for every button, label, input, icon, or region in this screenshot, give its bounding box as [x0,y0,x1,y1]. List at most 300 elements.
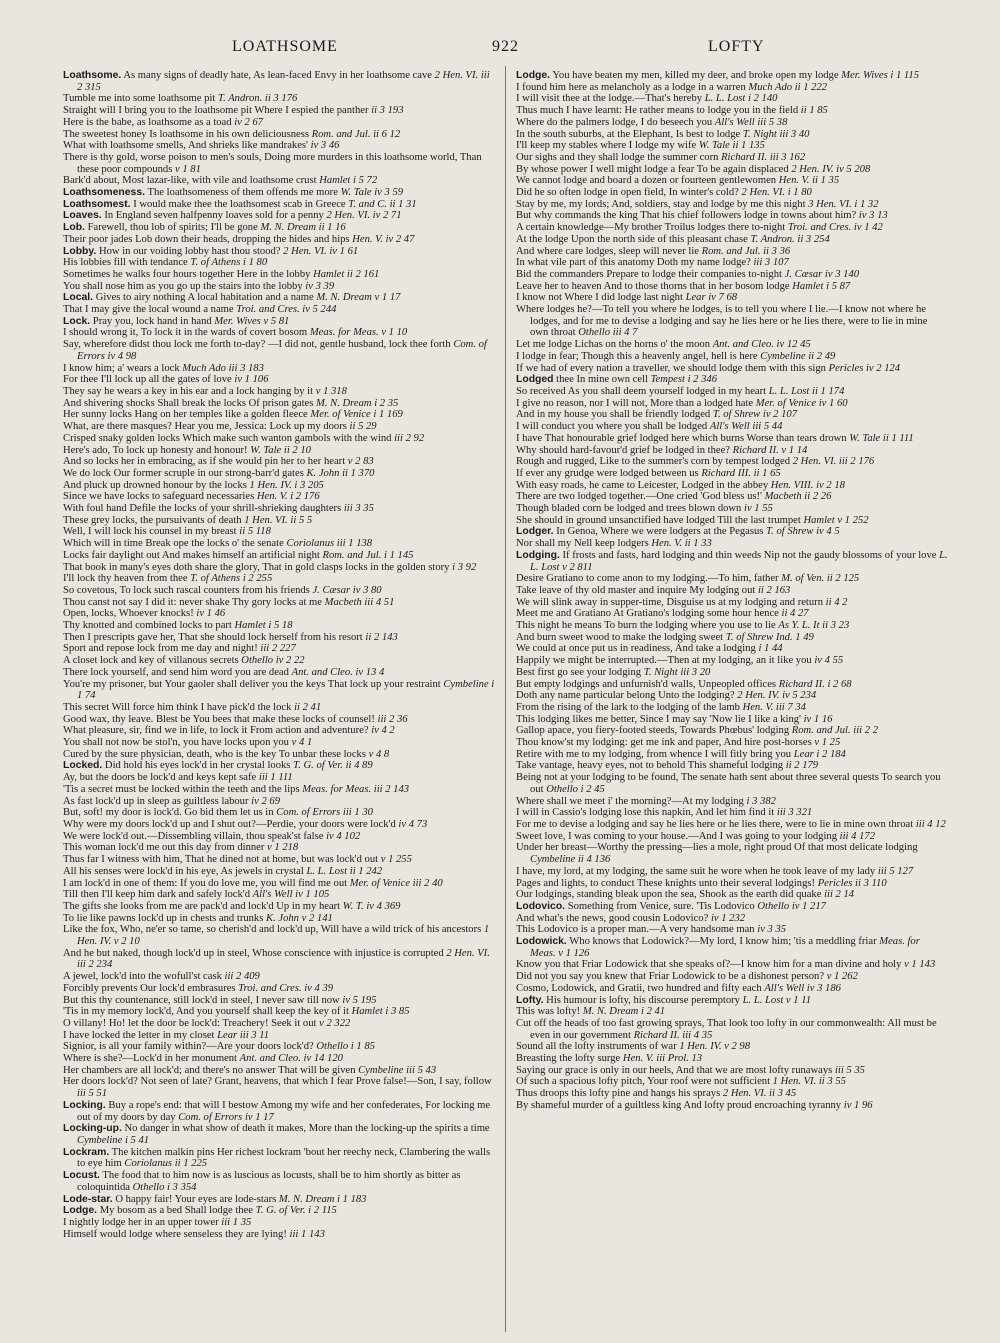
entry-quotation: But, soft! my door is lock'd. Go bid them let us in [63,807,274,819]
entry-quotation: Best first go see your lodging [516,666,642,678]
entry-citation: iv 4 102 [326,830,361,842]
entry-citation: Richard II. iii 4 35 [633,1029,713,1041]
concordance-entry [63,1123,495,1146]
concordance-entry [516,983,948,995]
entry-citation: Lear iii 3 11 [217,1029,270,1041]
entry-headword: Loathsome. [63,70,122,81]
concordance-entry [63,655,495,667]
entry-quotation: Sport and repose lock from me day and night! [63,643,258,655]
entry-quotation: What with loathsome smells, And shrieks like mandrakes' [63,140,308,152]
entry-citation: L. L. Lost v 2 811 [530,549,948,573]
concordance-entry [63,117,495,129]
entry-citation: Hamlet ii 2 161 [313,268,380,280]
entry-quotation: I will in Cassio's lodging lose this napkin, And let him find it [516,807,775,819]
concordance-entry [63,468,495,480]
entry-headword: Locked. [63,760,103,772]
concordance-entry [63,1217,495,1229]
entry-quotation: That I may give the local wound a name [63,304,234,316]
entry-quotation: Here is the babe, as loathsome as a toad [63,116,232,128]
entry-quotation: Which will in time Break ope the locks o' the senate [63,538,284,550]
concordance-entry [516,679,948,691]
entry-quotation: Open, locks, Whoever knocks! [63,608,194,620]
entry-citation: T. Andron. ii 3 176 [218,93,298,105]
concordance-entry [63,269,495,281]
concordance-entry [63,210,495,222]
entry-quotation: 'Tis a secret must be locked within the teeth and the lips [63,783,300,795]
entry-citation: M. N. Dream ii 1 16 [260,222,346,234]
entry-quotation: I know him; a' wears a lock [63,362,180,374]
entry-headword: Lodovico. [516,900,566,912]
concordance-entry [63,714,495,726]
concordance-entry [63,702,495,714]
entry-quotation: This secret Will force him think I have pick'd the lock [63,701,292,713]
entry-citation: iv 1 96 [843,1099,873,1111]
entry-quotation: Bid the commanders Prepare to lodge their companies to-night [516,268,782,280]
entry-quotation: Where lodges he?—To tell you where he lodges, is to tell you where I lie.—I know not where he lodges, and for me to devise a lodging and say he lies here or he lies there, were to lie in mine own throat [516,304,928,339]
entry-quotation: Take leave of thy old master and inquire My lodging out [516,584,756,596]
concordance-entry [516,257,948,269]
entry-quotation: From the rising of the lark to the lodging of the lamb [516,701,740,713]
entry-citation: M. N. Dream i 2 35 [316,397,399,409]
entry-quotation: Retire with me to my lodging, from whence I will fitly bring you [516,748,792,760]
concordance-entry [516,339,948,351]
entry-quotation: Breasting the lofty surge [516,1053,621,1065]
entry-quotation: My bosom as a bed Shall lodge thee [99,1205,254,1217]
concordance-entry [516,632,948,644]
entry-quotation: Who knows that Lodowick?—My lord, I know him; 'tis a meddling friar [569,936,877,948]
entry-citation: iii 2 227 [260,643,296,655]
concordance-entry [63,538,495,550]
concordance-entry [63,983,495,995]
entry-citation: iv 4 73 [398,819,428,830]
entry-quotation: The gifts she looks from me are pack'd and lock'd Up in my heart [63,900,341,912]
concordance-entry [63,608,495,620]
entry-quotation: The kitchen malkin pins Her richest lockram 'bout her reechy neck, Clambering the walls to eye him [77,1146,491,1170]
concordance-entry [516,550,948,573]
entry-citation: Hen. V. iii 7 34 [742,701,806,713]
entry-citation: 2 Hen. VI. ii 3 45 [722,1088,797,1100]
entry-quotation: Straight will I bring you to the loathsome pit Where I espied the panther [63,105,369,117]
entry-citation: Hamlet i 5 87 [792,280,851,292]
concordance-entry [63,971,495,983]
concordance-entry [516,667,948,679]
entry-citation: ii 4 2 [825,596,848,608]
entry-citation: 2 Hen. VI. iii 2 315 [77,70,490,93]
concordance-entry [516,971,948,983]
concordance-entry [63,1194,495,1206]
entry-quotation: By whose power I well might lodge a fear To be again displaced [516,163,789,175]
entry-headword: Lodger. [516,526,554,538]
concordance-entry [516,1100,948,1112]
concordance-entry [63,386,495,398]
entry-quotation: Cut off the heads of too fast growing sprays, That look too lofty in our commonwealth: All must be even in our government [516,1017,937,1041]
entry-citation: v 1 81 [175,163,201,175]
concordance-entry [63,374,495,386]
entry-citation: Othello i 2 45 [546,783,605,795]
entry-quotation: We will slink away in supper-time, Disguise us at my lodging and return [516,596,823,608]
entry-citation: W. Tale iv 3 59 [340,187,404,199]
entry-citation: iv 2 69 [251,795,281,807]
concordance-entry [63,526,495,538]
concordance-entry [516,152,948,164]
entry-headword: Loathsomest. [63,198,131,210]
entry-citation: T. G. of Ver. ii 4 89 [293,760,373,772]
entry-citation: iii 5 127 [877,865,914,877]
entry-citation: Lear iv 7 68 [685,292,738,304]
entry-quotation: This woman lock'd me out this day from dinner [63,842,265,854]
entry-citation: T. of Athens i 2 255 [190,573,273,585]
concordance-entry [516,480,948,492]
concordance-entry [516,269,948,281]
entry-citation: v 1 262 [826,971,858,983]
entry-citation: Tempest i 2 346 [650,374,718,386]
concordance-entry [516,796,948,808]
concordance-entry [516,363,948,375]
entry-citation: iii 1 143 [289,1228,325,1240]
entry-quotation: Well, I will lock his counsel in my breast [63,526,237,538]
entry-quotation: In what vile part of this anatomy Doth my name lodge? [516,257,751,269]
entry-citation: 2 Hen. VI. iii 2 176 [792,456,875,468]
entry-quotation: Her doors lock'd? Not seen of late? Grant, heavens, that which I fear Prove false!—Son, I say, follow [63,1076,492,1088]
entry-quotation: You shall nose him as you go up the stairs into the lobby [63,280,303,292]
entry-quotation: They say he wears a key in his ear and a lock hanging by it [63,385,314,397]
entry-citation: Com. of Errors iv 4 98 [77,339,487,362]
entry-quotation: For thee I'll lock up all the gates of love [63,374,232,386]
entry-quotation: Something from Venice, sure. 'Tis Lodovico [567,900,755,912]
entry-citation: iii 1 35 [221,1216,252,1228]
entry-citation: iii 2 36 [377,713,408,725]
entry-citation: Hen. V. ii 1 33 [651,538,712,550]
entry-citation: v 1 255 [380,854,412,866]
entry-quotation: thee In mine own cell [556,374,648,386]
entry-quotation: Locks fair daylight out And makes himself an artificial night [63,549,320,561]
concordance-entry [63,995,495,1007]
entry-quotation: I'll lock thy heaven from thee [63,573,188,585]
entry-quotation: Pray you, lock hand in hand [92,315,212,327]
entry-quotation: You're my prisoner, but Your gaoler shall deliver you the keys That lock up your restraint [63,678,441,690]
entry-quotation: As many signs of deadly hate, As lean-faced Envy in her loathsome cave [123,70,432,81]
concordance-entry [63,421,495,433]
entry-quotation: For me to devise a lodging and say he lies here or he lies there, were to lie in mine own throat [516,819,914,830]
entry-quotation: I will conduct you where you shall be lodged [516,421,708,433]
entry-citation: Coriolanus ii 1 225 [124,1158,208,1170]
concordance-entry [63,924,495,947]
concordance-entry [63,515,495,527]
entry-citation: Com. of Errors iii 1 30 [276,807,373,819]
entry-quotation: Thou know'st my lodging: get me ink and paper, And hire post-horses [516,737,812,749]
concordance-entry [63,1030,495,1042]
entry-quotation: I should wrong it, To lock it in the wards of covert bosom [63,327,308,339]
entry-quotation: How in our voiding lobby hast thou stood? [98,245,281,257]
entry-citation: L. L. Lost ii 1 174 [768,385,845,397]
entry-quotation: But this thy countenance, still lock'd in steel, I never saw till now [63,994,340,1006]
entry-quotation: With easy roads, he came to Leicester, Lodged in the abbey [516,479,769,491]
concordance-entry [63,550,495,562]
concordance-entry [516,620,948,632]
entry-quotation: Her chambers are all lock'd; and there's no answer That will be given [63,1064,356,1076]
entry-citation: M. N. Dream i 1 183 [278,1193,367,1205]
entry-citation: Hamlet v 1 252 [803,514,869,526]
entry-quotation: Gives to airy nothing A local habitation and a name [95,292,314,304]
entry-quotation: His humour is lofty, his discourse peremptory [546,994,740,1006]
concordance-entry [63,760,495,772]
entry-citation: Othello iv 1 217 [757,900,826,912]
concordance-entry [63,842,495,854]
concordance-entry [63,246,495,258]
entry-quotation: In the south suburbs, at the Elephant, Is best to lodge [516,128,741,140]
entry-quotation: If frosts and fasts, hard lodging and thin weeds Nip not the gaudy blossoms of your love [562,549,937,561]
entry-citation: 2 Hen. VI. iv 1 61 [283,245,359,257]
concordance-entry [63,573,495,585]
concordance-entry [516,421,948,433]
entry-citation: Macbeth ii 2 26 [764,491,832,503]
entry-quotation: Doth any name particular belong Unto the lodging? [516,690,735,702]
entry-quotation: Let me lodge Lichas on the horns o' the moon [516,339,711,351]
entry-citation: iv 1 232 [710,912,746,924]
concordance-entry [63,398,495,410]
entry-citation: Troi. and Cres. iv 4 39 [238,982,334,994]
entry-citation: T. of Shrew Ind. 1 49 [725,631,814,643]
entry-citation: Richard II. iii 3 162 [721,151,806,163]
entry-citation: iv 1 106 [234,374,269,386]
entry-quotation: Rough and rugged, Like to the summer's corn by tempest lodged [516,456,791,468]
concordance-entry [516,749,948,761]
entry-citation: Cymbeline ii 4 136 [530,854,611,866]
concordance-entry [63,339,495,362]
entry-quotation: Buy a rope's end: that will I bestow Among my wife and her confederates, For locking me out of my doors by day [77,1099,491,1123]
entry-citation: iii 2 14 [824,889,855,901]
entry-quotation: I give no reason, nor I will not, More than a lodged hate [516,397,754,409]
entry-citation: Rom. and Jul. ii 3 36 [701,245,791,257]
entry-citation: Othello iv 2 22 [241,655,305,667]
concordance-entry [516,199,948,211]
entry-quotation: Desire Gratiano to come anon to my lodging.—To him, father [516,573,779,585]
concordance-entry [63,819,495,831]
column-divider [505,66,506,1332]
entry-citation: Mer. Wives v 5 81 [214,315,290,327]
entry-quotation: As fast lock'd up in sleep as guiltless labour [63,795,249,807]
entry-quotation: Ay, but the doors be lock'd and keys kept safe [63,772,257,784]
entry-citation: 2 Hen. IV. iv 5 234 [737,690,817,702]
entry-quotation: Thus much I have learnt: He rather means to lodge you in the field [516,105,799,117]
entry-citation: T. Andron. ii 3 254 [750,233,830,245]
concordance-entry [516,445,948,457]
entry-citation: W. Tale ii 1 135 [698,140,765,152]
entry-citation: W. Tale ii 1 111 [849,432,914,444]
entry-quotation: Know you that Friar Lodowick that she speaks of?—I know him for a man divine and holy [516,959,902,971]
entry-citation: All's Well iv 3 186 [764,982,841,994]
concordance-entry [516,889,948,901]
concordance-entry [516,164,948,176]
entry-citation: Cymbeline i 5 41 [77,1134,150,1146]
concordance-entry [63,1018,495,1030]
entry-citation: Othello i 3 354 [132,1181,197,1193]
entry-quotation: There is thy gold, worse poison to men's souls, Doing more murders in this loathsome world, Than these poor compounds [63,151,482,175]
concordance-entry [516,714,948,726]
entry-citation: Mer. of Venice iii 2 40 [349,877,443,889]
entry-citation: Meas. for Meas. iii 2 143 [302,783,410,795]
entry-citation: iv 3 13 [858,210,888,222]
entry-citation: iv 2 67 [234,116,264,128]
entry-citation: T. of Shrew iv 4 5 [766,526,840,538]
concordance-entry [516,842,948,865]
entry-citation: Hen. VIII. iv 2 18 [770,479,845,491]
concordance-entry [63,562,495,574]
entry-quotation: What pleasure, sir, find we in life, to lock it From action and adventure? [63,725,369,737]
entry-citation: M. N. Dream v 1 17 [316,292,401,304]
entry-headword: Loaves. [63,210,102,222]
concordance-entry [63,737,495,749]
concordance-entry [63,1147,495,1170]
entry-citation: iii 3 107 [753,257,789,269]
entry-quotation: But empty lodgings and unfurnish'd walls, Unpeopled offices [516,678,777,690]
concordance-entry [516,1041,948,1053]
entry-citation: iii 3 321 [776,807,813,819]
concordance-entry [516,515,948,527]
entry-citation: 2 Hen. IV. iv 5 208 [791,163,871,175]
entry-citation: Macbeth iii 4 51 [324,596,395,608]
entry-quotation: She should in ground unsanctified have lodged Till the last trumpet [516,514,801,526]
concordance-entry [516,409,948,421]
concordance-entry [516,995,948,1007]
entry-quotation: I am lock'd in one of them: If you do love me, you will find me out [63,877,348,889]
entry-quotation: Our lodgings, standing bleak upon the sea, Shook as the earth did quake [516,889,822,901]
concordance-entry [516,117,948,129]
entry-quotation: All his senses were lock'd in his eye, As jewels in crystal [63,865,304,877]
entry-quotation: Crisped snaky golden locks Which make such wanton gambols with the wind [63,432,392,444]
entry-headword: Lode-star. [63,1193,113,1205]
entry-quotation: With foul hand Defile the locks of your shrill-shrieking daughters [63,503,342,515]
left-column [63,70,495,1332]
entry-headword: Local. [63,292,94,304]
entry-citation: Com. of Errors iv 1 17 [178,1111,274,1123]
concordance-entry [516,959,948,971]
entry-headword: Lock. [63,315,91,327]
concordance-entry [63,585,495,597]
concordance-entry [63,948,495,971]
entry-quotation: And in my house you shall be friendly lodged [516,409,711,421]
entry-quotation: Till then I'll keep him dark and safely lock'd [63,889,251,901]
entry-quotation: But why commands the king That his chief followers lodge in towns about him? [516,210,857,222]
entry-quotation: Sound all the lofty instruments of war [516,1041,677,1053]
right-column [516,70,948,1332]
entry-headword: Locking. [63,1099,106,1111]
entry-quotation: I have That honourable grief lodged here which burns Worse than tears drown [516,432,847,444]
concordance-entry [63,1170,495,1193]
entry-citation: ii 5 118 [239,526,271,538]
entry-citation: L. L. Lost ii 1 242 [306,865,383,877]
entry-headword: Lodged [516,374,554,386]
concordance-entry [516,105,948,117]
entry-citation: Coriolanus iii 1 138 [286,538,373,550]
entry-citation: ii 2 179 [785,760,819,772]
entry-quotation: And so locks her in embracing, as if she would pin her to her heart [63,456,346,468]
entry-quotation: We were lock'd out.—Dissembling villain, thou speak'st false [63,830,324,842]
entry-citation: v 1 318 [315,385,347,397]
entry-quotation: O happy fair! Your eyes are lode-stars [115,1193,277,1205]
entry-citation: Richard III. ii 1 65 [701,467,781,479]
concordance-entry [516,913,948,925]
entry-citation: M. of Ven. ii 2 125 [781,573,860,585]
entry-quotation: Did hold his eyes lock'd in her crystal looks [104,760,291,772]
concordance-entry [63,1006,495,1018]
entry-citation: Hamlet i 5 72 [319,175,378,187]
entry-quotation: Thus far I witness with him, That he dined not at home, but was lock'd out [63,854,379,866]
entry-quotation: Under her breast—Worthy the pressing—lies a mole, right proud Of that most delicate lodging [516,842,918,854]
entry-quotation: Saying our grace is only in our heels, And that we are most lofty runaways [516,1064,833,1076]
entry-citation: ii 4 27 [781,608,809,620]
concordance-entry [516,351,948,363]
entry-quotation: In Genoa, Where we were lodgers at the Pegasus [556,526,764,538]
concordance-entry [516,187,948,199]
entry-citation: Hamlet i 5 18 [234,620,293,632]
concordance-entry [516,760,948,772]
entry-quotation: The loathsomeness of them offends me more [147,187,338,199]
entry-citation: iii 3 35 [343,503,374,515]
entry-quotation: You have beaten my men, killed my deer, and broke open my lodge [552,70,839,81]
entry-citation: ii 5 29 [349,421,377,433]
entry-citation: Cymbeline iii 5 43 [358,1064,437,1076]
entry-citation: Pericles ii 3 110 [817,877,887,889]
entry-citation: 2 Hen. VI. iii 2 234 [77,947,490,971]
entry-citation: Troi. and Cres. iv 1 42 [787,222,883,234]
entry-quotation: Bark'd about, Most lazar-like, with vile and loathsome crust [63,175,317,187]
entry-quotation: Himself would lodge where senseless they are lying! [63,1228,287,1240]
concordance-entry [63,1041,495,1053]
entry-quotation: O villany! Ho! let the door be lock'd: Treachery! Seek it out [63,1017,317,1029]
concordance-entry [516,831,948,843]
entry-quotation: A closet lock and key of villanous secrets [63,655,239,667]
concordance-entry [63,796,495,808]
entry-citation: Pericles iv 2 124 [828,362,901,374]
entry-quotation: Why were my doors lock'd up and I shut out?—Perdie, your doors were lock'd [63,819,396,830]
entry-quotation: And where care lodges, sleep will never lie [516,245,699,257]
entry-quotation: Thus droops this lofty pine and hangs his sprays [516,1088,721,1100]
entry-quotation: Tumble me into some loathsome pit [63,93,216,105]
entry-citation: ii 2 41 [294,701,322,713]
concordance-entry [63,281,495,293]
entry-quotation: Gallop apace, you fiery-footed steeds, Towards Phœbus' lodging [516,725,790,737]
entry-citation: ii 2 163 [757,584,791,596]
concordance-entry [516,1018,948,1041]
concordance-entry [516,175,948,187]
concordance-entry [516,374,948,386]
concordance-entry [63,327,495,339]
entry-quotation: Forcibly prevents Our lock'd embrasures [63,982,236,994]
entry-citation: Cymbeline ii 2 49 [760,350,836,362]
entry-quotation: Farewell, thou lob of spirits; I'll be gone [87,222,258,234]
concordance-entry [63,105,495,117]
concordance-entry [63,866,495,878]
entry-citation: iv 4 2 [371,725,395,737]
concordance-entry [63,878,495,890]
entry-headword: Lodge. [63,1205,98,1217]
concordance-entry [516,819,948,831]
entry-quotation: The food that to him now is as luscious as locusts, shall be to him shortly as bitter as coloquintida [77,1170,461,1193]
concordance-entry [516,1065,948,1077]
entry-citation: ii 3 193 [371,105,404,117]
entry-headword: Lobby. [63,245,97,257]
entry-citation: iv 4 55 [814,655,844,667]
concordance-entry [516,690,948,702]
entry-headword: Lodowick. [516,936,567,948]
concordance-entry [63,889,495,901]
entry-quotation: Here's ado, To lock up honesty and honour! [63,444,248,456]
entry-quotation: Good wax, thy leave. Blest be You bees that make these locks of counsel! [63,713,375,725]
entry-citation: 1 Hen. VI. ii 5 5 [244,514,313,526]
entry-headword: Locust. [63,1170,100,1182]
entry-citation: Mer. of Venice i 1 169 [310,409,403,421]
